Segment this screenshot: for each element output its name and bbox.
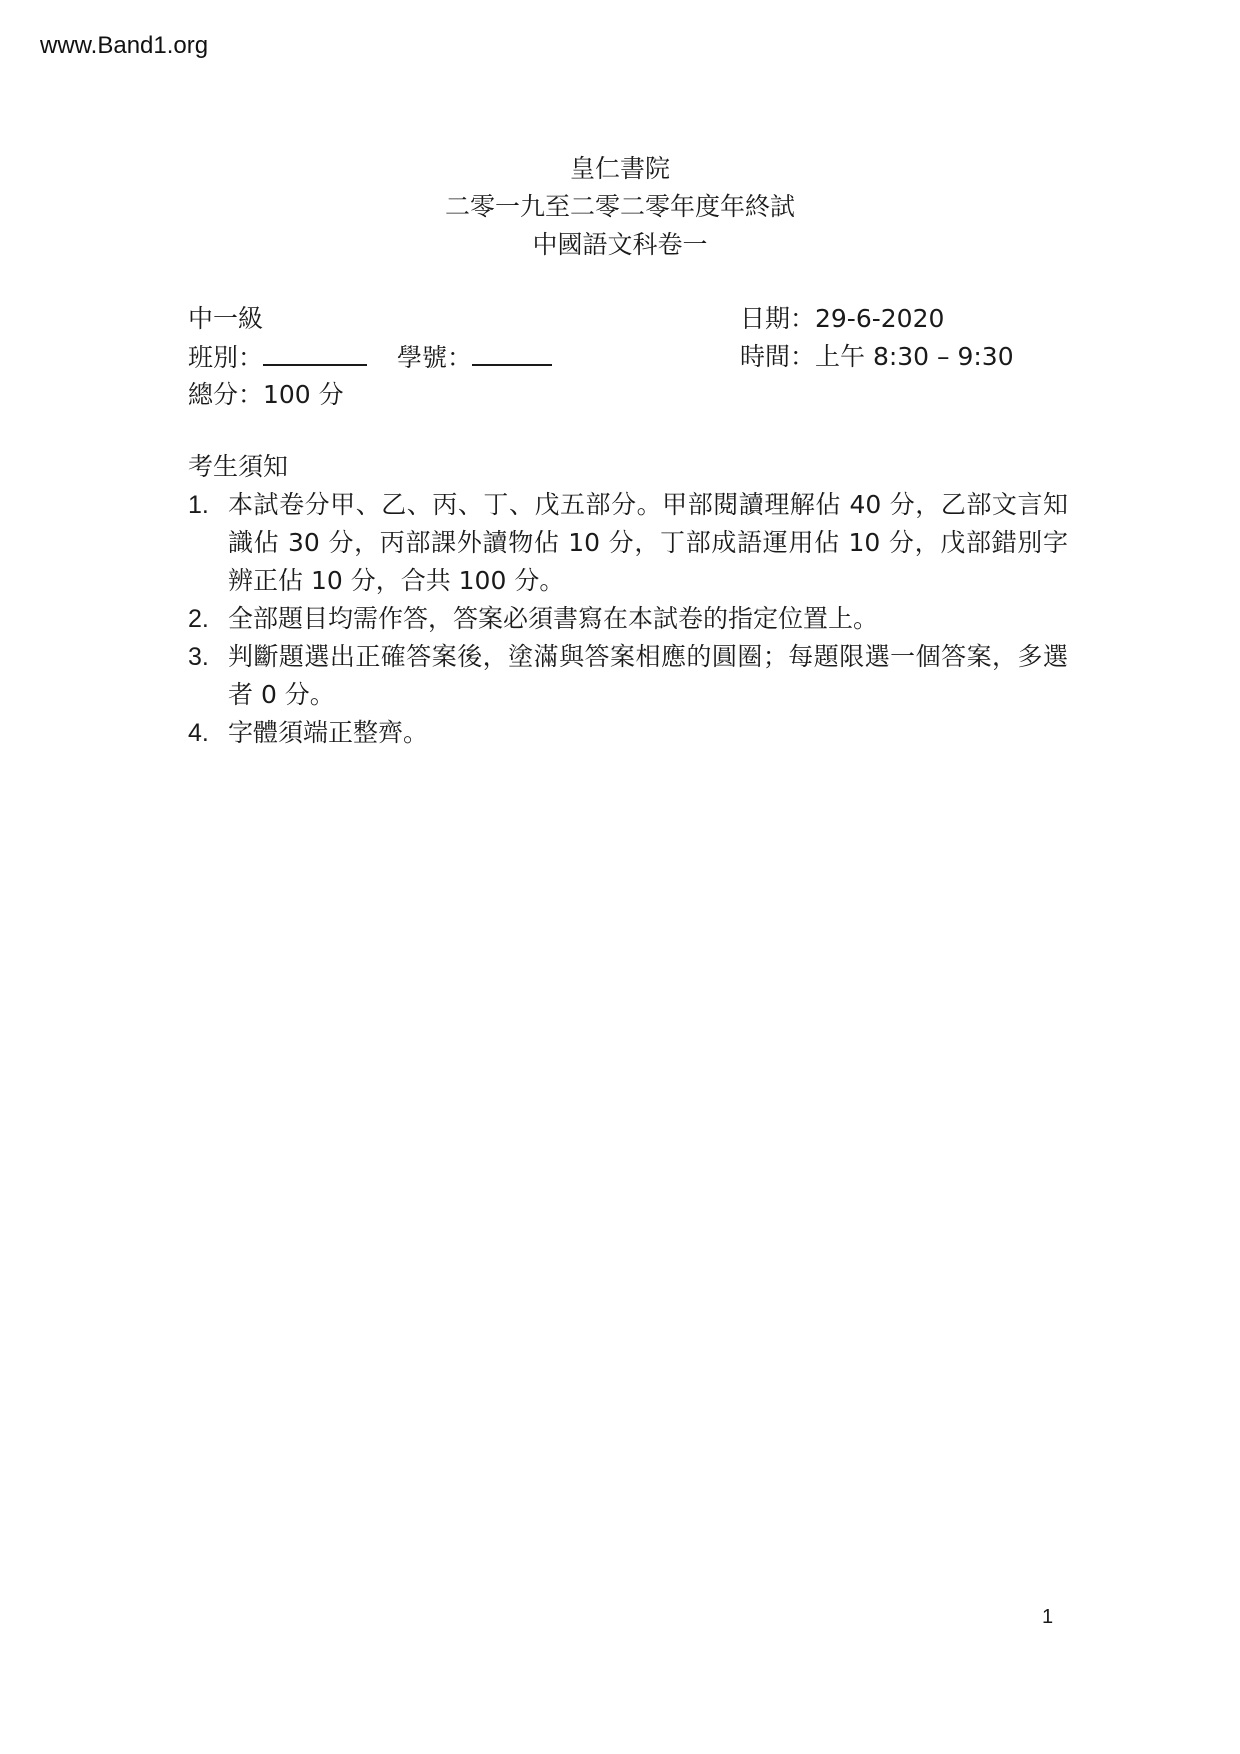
exam-date: 日期：29-6-2020 xyxy=(740,304,945,333)
class-blank[interactable] xyxy=(263,338,367,366)
instruction-item xyxy=(188,600,1068,638)
student-no-blank[interactable] xyxy=(472,338,552,366)
student-no-label: 學號： xyxy=(397,343,473,372)
info-row-1 xyxy=(188,300,1068,338)
instruction-item xyxy=(188,486,1068,600)
candidate-instructions xyxy=(188,448,1068,752)
instruction-text: 本試卷分甲、乙、丙、丁、戊五部分。甲部閱讀理解佔 40 分，乙部文言知識佔 30 分，丙部課外讀物佔 10 分，丁部成語運用佔 10 分，戊部錯別字辨正佔 10 分，合共 100 分。 xyxy=(228,490,1068,595)
form-level: 中一級 xyxy=(188,304,264,333)
info-row-3 xyxy=(188,376,1068,414)
instruction-number: 3. xyxy=(188,643,209,671)
instruction-text: 字體須端正整齊。 xyxy=(228,718,429,747)
watermark: www.Band1.org xyxy=(40,32,209,59)
instruction-item xyxy=(188,638,1068,714)
exam-header xyxy=(0,150,1240,264)
instructions-list xyxy=(188,486,1068,752)
total-marks: 總分：100 分 xyxy=(188,380,344,409)
instruction-number: 1. xyxy=(188,491,209,519)
exam-title: 二零一九至二零二零年度年終試 xyxy=(444,192,795,221)
exam-time: 時間：上午 8:30 – 9:30 xyxy=(740,342,1014,371)
class-and-number xyxy=(188,338,552,377)
instructions-heading: 考生須知 xyxy=(188,452,289,481)
instruction-number: 4. xyxy=(188,719,209,747)
page-number: 1 xyxy=(1042,1606,1054,1628)
class-label: 班別： xyxy=(188,343,264,372)
instruction-text: 全部題目均需作答，答案必須書寫在本試卷的指定位置上。 xyxy=(228,604,879,633)
exam-info xyxy=(188,300,1068,414)
school-name: 皇仁書院 xyxy=(569,154,670,183)
instruction-item xyxy=(188,714,1068,752)
paper-title: 中國語文科卷一 xyxy=(532,230,708,259)
info-row-2 xyxy=(188,338,1068,376)
instruction-number: 2. xyxy=(188,605,209,633)
instruction-text: 判斷題選出正確答案後，塗滿與答案相應的圓圈；每題限選一個答案，多選者 0 分。 xyxy=(228,642,1068,709)
